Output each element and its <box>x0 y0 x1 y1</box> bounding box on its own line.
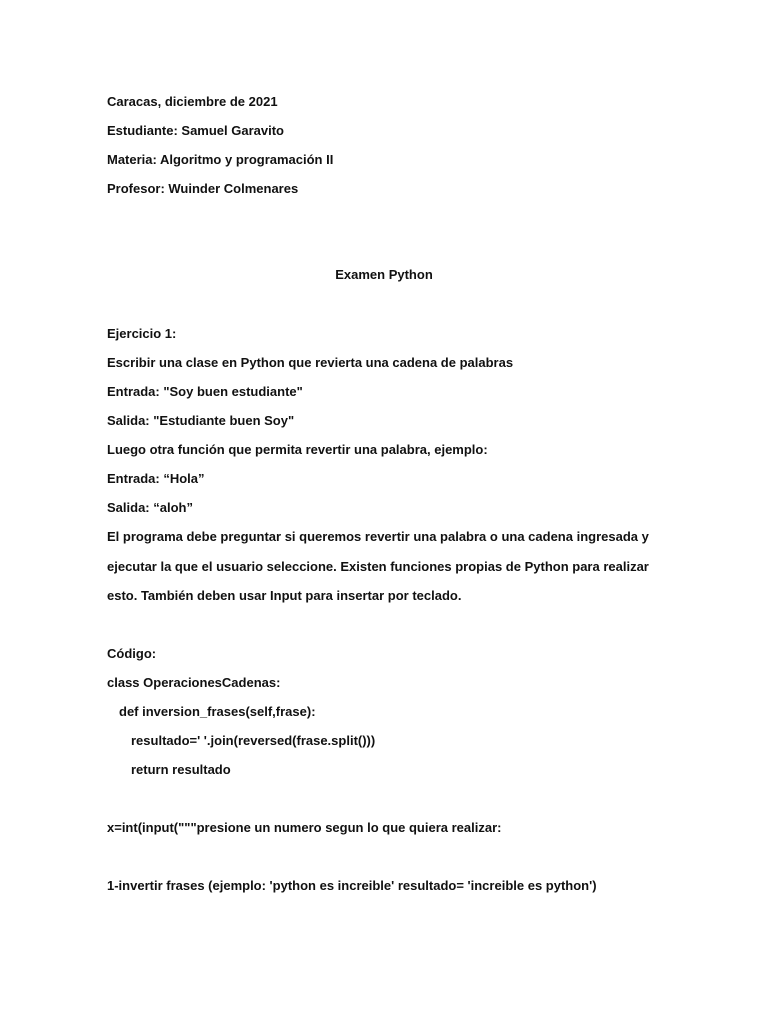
exercise-line: Entrada: "Soy buen estudiante" <box>107 384 303 399</box>
student-name: Estudiante: Samuel Garavito <box>107 123 284 138</box>
exercise-line: esto. También deben usar Input para insertar por teclado. <box>107 588 462 603</box>
code-line: class OperacionesCadenas: <box>107 675 281 690</box>
exercise-line: El programa debe preguntar si queremos revertir una palabra o una cadena ingresada y <box>107 529 649 544</box>
exercise-heading: Ejercicio 1: <box>107 326 177 341</box>
exercise-line: ejecutar la que el usuario seleccione. Existen funciones propias de Python para realizar <box>107 559 649 574</box>
exercise-line: Luego otra función que permita revertir una palabra, ejemplo: <box>107 442 488 457</box>
document-title: Examen Python <box>335 267 433 282</box>
code-line: 1-invertir frases (ejemplo: 'python es increible' resultado= 'increible es python') <box>107 878 597 893</box>
code-line: def inversion_frases(self,frase): <box>119 704 316 719</box>
code-line: resultado=' '.join(reversed(frase.split())) <box>131 733 376 748</box>
code-line: x=int(input("""presione un numero segun lo que quiera realizar: <box>107 820 502 835</box>
exercise-line: Entrada: “Hola” <box>107 471 205 486</box>
exercise-line: Salida: “aloh” <box>107 500 193 515</box>
professor-name: Profesor: Wuinder Colmenares <box>107 181 299 196</box>
exercise-line: Escribir una clase en Python que revierta una cadena de palabras <box>107 355 514 370</box>
exercise-line: Salida: "Estudiante buen Soy" <box>107 413 295 428</box>
code-heading: Código: <box>107 646 157 661</box>
subject-name: Materia: Algoritmo y programación II <box>107 152 334 167</box>
code-line: return resultado <box>131 762 231 777</box>
place-date: Caracas, diciembre de 2021 <box>107 94 278 109</box>
